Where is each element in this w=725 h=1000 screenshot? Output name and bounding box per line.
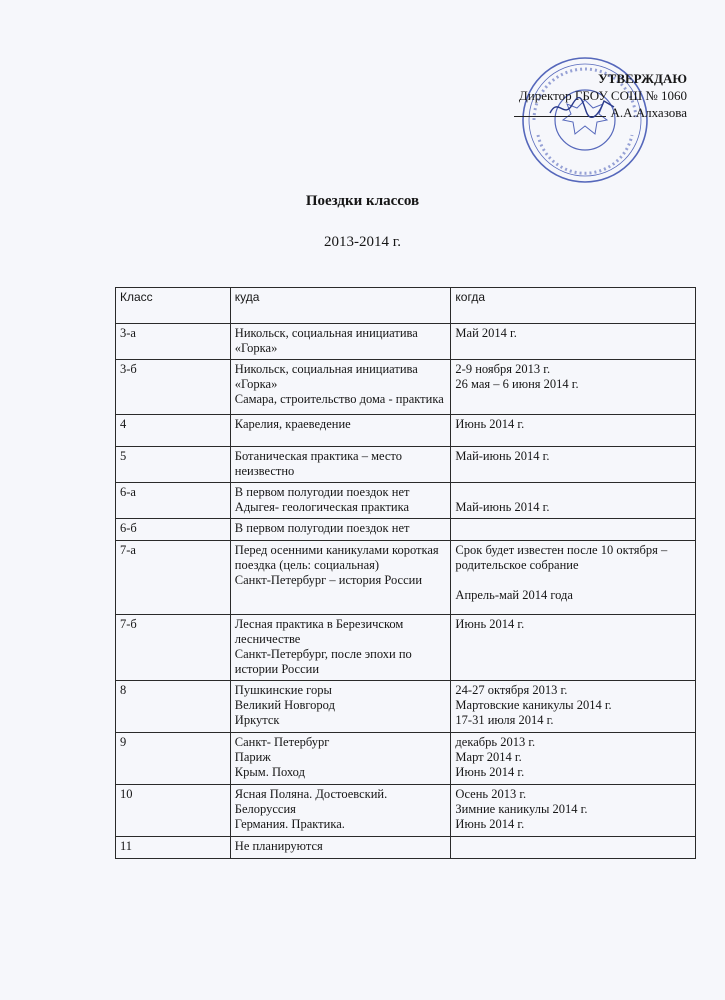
cell-when-line: Июнь 2014 г. <box>455 765 525 779</box>
approval-heading: УТВЕРЖДАЮ <box>598 71 687 86</box>
table-row <box>116 785 696 837</box>
table-row <box>116 733 696 785</box>
cell-when-line: Май-июнь 2014 г. <box>455 500 550 514</box>
cell-where-line: Санкт-Петербург, после эпохи по истории России <box>234 647 412 676</box>
cell-when-line: Июнь 2014 г. <box>455 417 525 431</box>
cell-when <box>451 615 696 681</box>
cell-where-line: Великий Новгород <box>234 698 335 712</box>
cell-when-line <box>455 485 691 500</box>
cell-where-line: Не планируются <box>234 839 323 853</box>
cell-when-line: Срок будет известен после 10 октября – родительское собрание <box>455 543 668 572</box>
cell-when-line: Июнь 2014 г. <box>455 617 525 631</box>
cell-where <box>230 615 451 681</box>
cell-where-line: Адыгея- геологическая практика <box>234 500 410 514</box>
cell-where-line: Самара, строительство дома - практика <box>234 392 444 406</box>
cell-class: 6-б <box>116 519 231 541</box>
cell-when <box>451 733 696 785</box>
cell-class: 11 <box>116 837 231 859</box>
cell-where <box>230 541 451 615</box>
cell-where <box>230 483 451 519</box>
cell-where-line: Санкт-Петербург – история России <box>234 573 423 587</box>
cell-when-line: Апрель-май 2014 года <box>455 588 573 602</box>
cell-where <box>230 360 451 415</box>
cell-where <box>230 447 451 483</box>
cell-when-line: Осень 2013 г. <box>455 787 527 801</box>
table-row <box>116 483 696 519</box>
cell-when-line: Мартовские каникулы 2014 г. <box>455 698 612 712</box>
cell-where-line: В первом полугодии поездок нет <box>234 521 410 535</box>
cell-when <box>451 360 696 415</box>
approval-position: Директор ГБОУ СОШ № 1060 <box>518 88 687 103</box>
cell-class: 10 <box>116 785 231 837</box>
cell-where-line: Никольск, социальная инициатива «Горка» <box>234 326 418 355</box>
approval-name: А.А.Алхазова <box>610 105 687 120</box>
cell-when <box>451 519 696 541</box>
trips-table <box>115 287 696 859</box>
table-row <box>116 681 696 733</box>
cell-where-line: В первом полугодии поездок нет <box>234 485 410 499</box>
cell-where-line: Санкт- Петербург <box>234 735 330 749</box>
table-row <box>116 324 696 360</box>
cell-class: 5 <box>116 447 231 483</box>
cell-when-line: Май 2014 г. <box>455 326 517 340</box>
cell-where <box>230 785 451 837</box>
cell-where <box>230 681 451 733</box>
table-row <box>116 615 696 681</box>
cell-where-line: Пушкинские горы <box>234 683 332 697</box>
document-title: Поездки классов <box>305 193 420 209</box>
cell-class: 3-б <box>116 360 231 415</box>
table-row <box>116 415 696 447</box>
cell-where <box>230 733 451 785</box>
cell-when-line: 24-27 октября 2013 г. <box>455 683 568 697</box>
cell-when <box>451 837 696 859</box>
cell-when <box>451 785 696 837</box>
cell-when-line: 2-9 ноября 2013 г. <box>455 362 551 376</box>
cell-where <box>230 519 451 541</box>
table-row <box>116 837 696 859</box>
cell-where-line: Крым. Поход <box>234 765 305 779</box>
cell-class: 6-а <box>116 483 231 519</box>
cell-when <box>451 447 696 483</box>
cell-when-line: 17-31 июля 2014 г. <box>455 713 554 727</box>
cell-where-line: Перед осенними каникулами короткая поездка (цель: социальная) <box>234 543 439 572</box>
table-row <box>116 360 696 415</box>
cell-where <box>230 415 451 447</box>
cell-when <box>451 415 696 447</box>
cell-class: 4 <box>116 415 231 447</box>
cell-when-line: Зимние каникулы 2014 г. <box>455 802 588 816</box>
cell-where-line: Иркутск <box>234 713 280 727</box>
cell-where-line: Ясная Поляна. Достоевский. <box>234 787 388 801</box>
table-header-row <box>116 288 696 324</box>
cell-where-line: Белоруссия <box>234 802 296 816</box>
cell-when <box>451 324 696 360</box>
table-row <box>116 519 696 541</box>
header-when: когда <box>451 288 696 324</box>
cell-class: 9 <box>116 733 231 785</box>
cell-class: 8 <box>116 681 231 733</box>
cell-class: 3-а <box>116 324 231 360</box>
cell-when-line: 26 мая – 6 июня 2014 г. <box>455 377 579 391</box>
document-years: 2013-2014 г. <box>324 234 401 250</box>
cell-where-line: Лесная практика в Березичском лесничестве <box>234 617 404 646</box>
cell-where-line: Никольск, социальная инициатива «Горка» <box>234 362 418 391</box>
cell-when <box>451 681 696 733</box>
cell-where-line: Карелия, краеведение <box>234 417 351 431</box>
cell-where-line: Германия. Практика. <box>234 817 345 831</box>
cell-where <box>230 324 451 360</box>
cell-when-line: Март 2014 г. <box>455 750 522 764</box>
cell-class: 7-б <box>116 615 231 681</box>
cell-when <box>451 541 696 615</box>
table-row <box>116 541 696 615</box>
handwritten-signature <box>548 93 618 121</box>
table-body <box>116 324 696 859</box>
cell-where-line: Ботаническая практика – место неизвестно <box>234 449 402 478</box>
header-where: куда <box>230 288 451 324</box>
table-row <box>116 447 696 483</box>
cell-where <box>230 837 451 859</box>
cell-where-line: Париж <box>234 750 271 764</box>
cell-class: 7-а <box>116 541 231 615</box>
cell-when-line: Июнь 2014 г. <box>455 817 525 831</box>
cell-when-line <box>455 573 691 588</box>
header-class: Класс <box>116 288 231 324</box>
cell-when <box>451 483 696 519</box>
cell-when-line: декабрь 2013 г. <box>455 735 536 749</box>
cell-when-line: Май-июнь 2014 г. <box>455 449 550 463</box>
